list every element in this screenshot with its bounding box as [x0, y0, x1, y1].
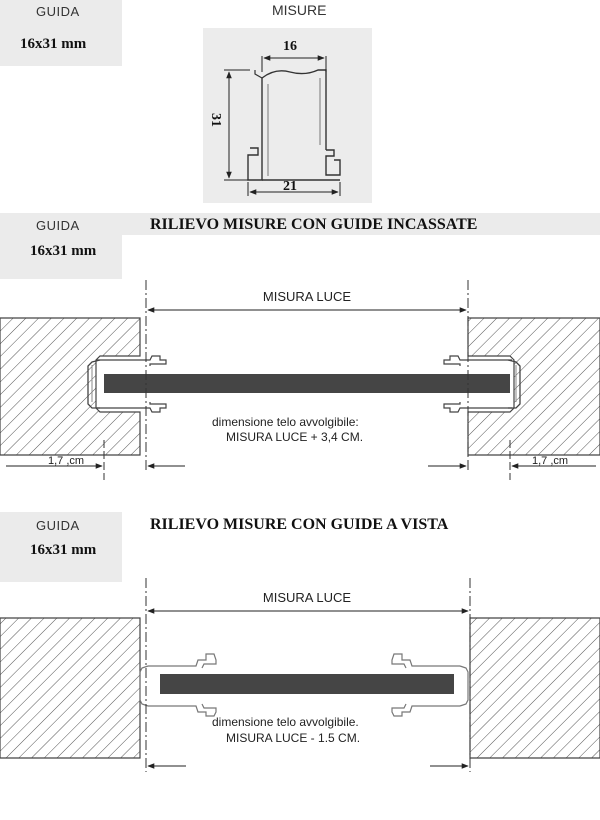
section3-guida-label: GUIDA — [36, 518, 80, 533]
profile-bottom-dimension: 21 — [283, 179, 297, 194]
section3-shutter-bar — [160, 674, 454, 694]
section3-dimension-line2: MISURA LUCE - 1.5 CM. — [226, 731, 361, 745]
guide-profile-drawing — [248, 70, 340, 180]
section1-size: 16x31 mm — [20, 36, 87, 52]
profile-top-dimension: 16 — [283, 39, 297, 54]
section3-size: 16x31 mm — [30, 542, 97, 558]
section3-title: RILIEVO MISURE CON GUIDE A VISTA — [150, 516, 449, 533]
section2-right-offset: 1,7 ,cm — [532, 455, 569, 467]
section2-dimension-line1: dimensione telo avvolgibile: — [212, 415, 359, 429]
section3-misura-luce-label: MISURA LUCE — [262, 590, 352, 605]
section2-size: 16x31 mm — [30, 243, 97, 259]
section2-title: RILIEVO MISURE CON GUIDE INCASSATE — [150, 216, 478, 233]
misure-heading: MISURE — [272, 2, 327, 18]
section2-shutter-bar — [104, 374, 510, 393]
profile-dimension-lines — [224, 56, 340, 196]
section2-dimension-line2: MISURA LUCE + 3,4 CM. — [226, 430, 364, 444]
section2-guida-label: GUIDA — [36, 218, 80, 233]
section3-dimension-line1: dimensione telo avvolgibile. — [212, 715, 359, 729]
section2-misura-luce-label: MISURA LUCE — [262, 289, 352, 304]
profile-side-dimension: 31 — [208, 113, 223, 127]
section1-guida-label: GUIDA — [36, 4, 80, 19]
section2-left-offset: 1,7 ,cm — [48, 455, 85, 467]
